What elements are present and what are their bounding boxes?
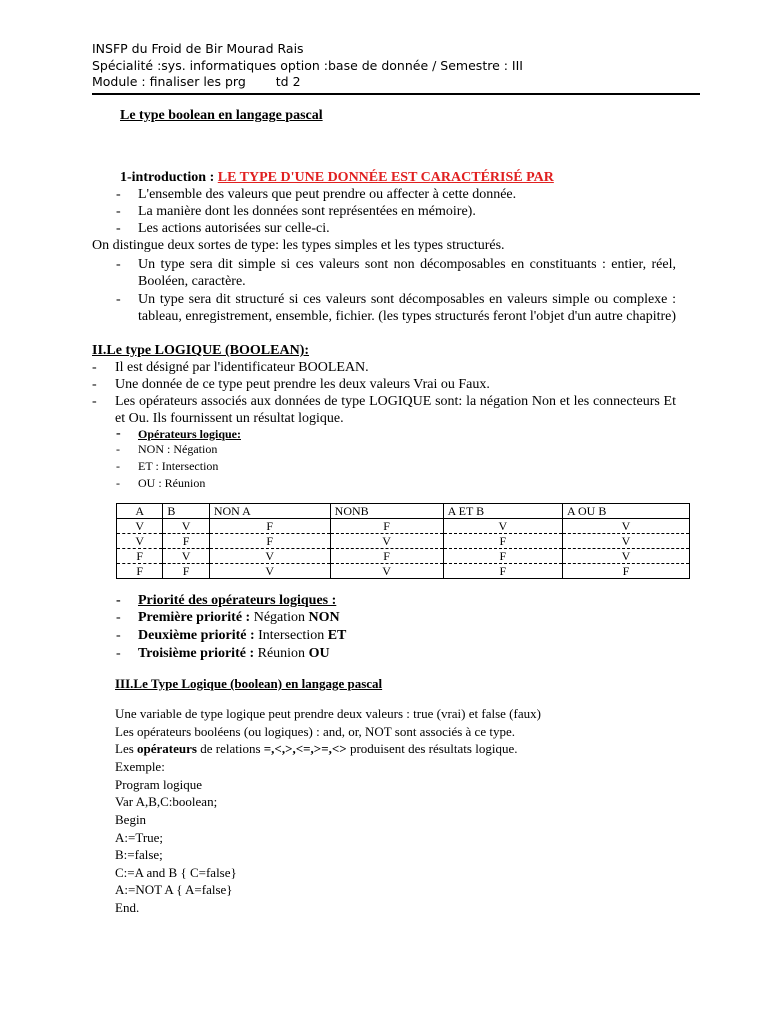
- section3-paragraph: Une variable de type logique peut prendre deux valeurs : true (vrai) et false (faux): [115, 706, 541, 721]
- truth-table-cell: F: [330, 549, 443, 564]
- page-title: Le type boolean en langage pascal: [120, 108, 323, 123]
- section2-item: Il est désigné par l'identificateur BOOLEAN.: [115, 360, 369, 375]
- truth-table-cell: F: [443, 534, 562, 549]
- truth-table-cell: V: [330, 534, 443, 549]
- priority-label: Deuxième priorité :: [138, 628, 255, 643]
- header-divider: [92, 93, 700, 95]
- intro-item: La manière dont les données sont représentées en mémoire).: [138, 204, 476, 219]
- truth-table-cell: F: [117, 564, 163, 579]
- section3-paragraph: Les opérateurs booléens (ou logiques) : and, or, NOT sont associés à ce type.: [115, 724, 515, 739]
- operator-item: NON : Négation: [138, 442, 218, 456]
- truth-table: [116, 503, 690, 579]
- section3-paragraph: [115, 740, 517, 757]
- truth-table-cell: F: [443, 549, 562, 564]
- p3-bold: opérateurs: [137, 741, 197, 756]
- truth-table-cell: F: [163, 564, 209, 579]
- bullet-dash: -: [92, 360, 97, 375]
- truth-table-cell: F: [443, 564, 562, 579]
- header-td: td 2: [275, 74, 301, 89]
- header-specialty: Spécialité :sys. informatiques option :base de donnée / Semestre : III: [92, 58, 523, 73]
- truth-table-header: [117, 504, 690, 519]
- truth-table-header-cell: B: [163, 504, 209, 519]
- bullet-dash: -: [116, 221, 121, 236]
- code-line: A:=True;: [115, 830, 164, 845]
- truth-table-header-cell: NON A: [209, 504, 330, 519]
- truth-table-cell: V: [163, 549, 209, 564]
- priority-item: [138, 609, 340, 626]
- truth-table-header-cell: NONB: [330, 504, 443, 519]
- truth-table-cell: F: [163, 534, 209, 549]
- bullet-dash: -: [92, 394, 97, 409]
- priority-op: NON: [308, 610, 340, 625]
- priority-item: [138, 645, 330, 662]
- truth-table-row: [117, 519, 690, 534]
- truth-table-cell: F: [209, 519, 330, 534]
- bullet-dash: -: [116, 459, 120, 473]
- intro-simple-type: Un type sera dit simple si ces valeurs sont non décomposables en constituants : entier, réel, Booléen, caractère.: [138, 257, 676, 289]
- code-line: Begin: [115, 812, 147, 827]
- bullet-dash: -: [116, 610, 121, 625]
- operators-heading: Opérateurs logique:: [138, 427, 241, 441]
- intro-heading-label: 1-introduction :: [120, 170, 215, 185]
- truth-table-cell: F: [563, 564, 690, 579]
- priority-label: Troisième priorité :: [138, 646, 255, 661]
- truth-table-cell: V: [117, 534, 163, 549]
- priority-op: ET: [327, 628, 347, 643]
- intro-item: L'ensemble des valeurs que peut prendre ou affecter à cette donnée.: [138, 187, 517, 202]
- priority-text: Intersection: [254, 628, 328, 643]
- truth-table-row: [117, 564, 690, 579]
- header-institution: INSFP du Froid de Bir Mourad Rais: [92, 41, 304, 56]
- truth-table-cell: V: [563, 549, 690, 564]
- section3-heading: III.Le Type Logique (boolean) en langage pascal: [115, 676, 383, 691]
- operator-item: OU : Réunion: [138, 476, 206, 490]
- truth-table-cell: V: [443, 519, 562, 534]
- bullet-dash: -: [116, 292, 121, 307]
- priority-op: OU: [308, 646, 330, 661]
- priority-text: Réunion: [254, 646, 309, 661]
- code-line: End.: [115, 900, 140, 915]
- code-line: C:=A and B { C=false}: [115, 865, 237, 880]
- truth-table-row: [117, 549, 690, 564]
- p3-post: produisent des résultats logique.: [346, 741, 518, 756]
- priority-item: [138, 627, 346, 644]
- intro-heading: [120, 169, 554, 186]
- truth-table-row: [117, 534, 690, 549]
- bullet-dash: -: [116, 442, 120, 456]
- bullet-dash: -: [116, 628, 121, 643]
- bullet-dash: -: [116, 426, 121, 441]
- truth-table-cell: V: [330, 564, 443, 579]
- intro-item: Les actions autorisées sur celle-ci.: [138, 221, 330, 236]
- bullet-dash: -: [116, 476, 120, 490]
- code-line: B:=false;: [115, 847, 163, 862]
- truth-table-cell: V: [117, 519, 163, 534]
- bullet-dash: -: [116, 257, 121, 272]
- truth-table-header-cell: A: [117, 504, 163, 519]
- bullet-dash: -: [92, 377, 97, 392]
- truth-table-cell: V: [209, 549, 330, 564]
- p3-ops: =,<,>,<=,>=,<>: [263, 741, 347, 756]
- bullet-dash: -: [116, 187, 121, 202]
- priority-text: Négation: [250, 610, 309, 625]
- operator-item: ET : Intersection: [138, 459, 219, 473]
- truth-table-cell: F: [209, 534, 330, 549]
- truth-table-cell: V: [563, 534, 690, 549]
- truth-table-header-cell: A ET B: [443, 504, 562, 519]
- truth-table-cell: V: [163, 519, 209, 534]
- code-line: A:=NOT A { A=false}: [115, 882, 233, 897]
- priority-label: Première priorité :: [138, 610, 251, 625]
- intro-distinguish: On distingue deux sortes de type: les types simples et les types structurés.: [92, 238, 505, 253]
- code-line: Var A,B,C:boolean;: [115, 794, 218, 809]
- bullet-dash: -: [116, 593, 121, 608]
- truth-table-cell: F: [330, 519, 443, 534]
- intro-structured-type: Un type sera dit structuré si ces valeurs sont décomposables en valeurs simple ou complexe : tableau, enregistrement, ensemble, fichier. (les types structurés feront l'objet d'un autre chapitre): [138, 292, 677, 324]
- truth-table-cell: F: [117, 549, 163, 564]
- bullet-dash: -: [116, 646, 121, 661]
- p3-pre: Les: [115, 741, 138, 756]
- section2-item: Les opérateurs associés aux données de type LOGIQUE sont: la négation Non et les connecteurs Et et Ou. Ils fournissent un résultat logique.: [115, 394, 676, 426]
- p3-mid: de relations: [196, 741, 264, 756]
- section2-item: Une donnée de ce type peut prendre les deux valeurs Vrai ou Faux.: [115, 377, 490, 392]
- bullet-dash: -: [116, 204, 121, 219]
- truth-table-cell: V: [209, 564, 330, 579]
- example-label: Exemple:: [115, 759, 165, 774]
- truth-table-header-cell: A OU B: [563, 504, 690, 519]
- header-module-label: Module : finaliser les prg: [92, 74, 246, 89]
- section2-heading: II.Le type LOGIQUE (BOOLEAN):: [92, 343, 310, 358]
- intro-heading-red: LE TYPE D'UNE DONNÉE EST CARACTÉRISÉ PAR: [217, 170, 554, 185]
- truth-table-cell: V: [563, 519, 690, 534]
- priority-heading: Priorité des opérateurs logiques :: [138, 593, 337, 608]
- header-module: [92, 74, 301, 90]
- code-line: Program logique: [115, 777, 203, 792]
